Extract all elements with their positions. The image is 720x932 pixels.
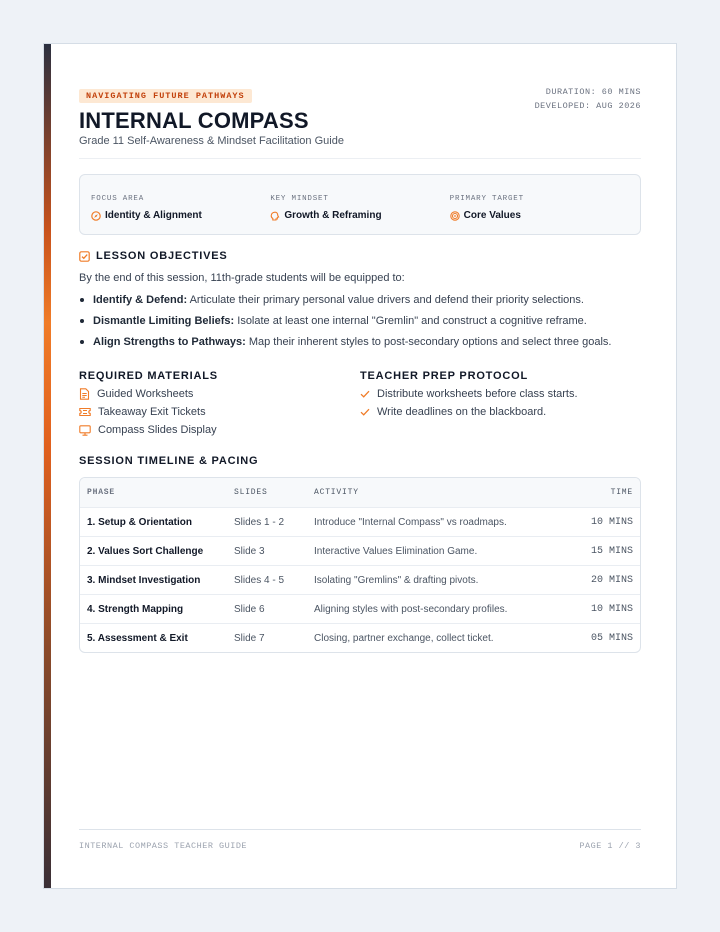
activity-cell: Closing, partner exchange, collect ticket. (314, 632, 494, 644)
focus-value (450, 210, 629, 221)
objectives-heading (79, 250, 641, 262)
phase-cell: 5. Assessment & Exit (87, 632, 188, 644)
focus-label: FOCUS AREA (91, 195, 145, 203)
compass-icon (91, 211, 101, 221)
objective-text: Map their inherent styles to post-secondary options and select three goals. (245, 336, 612, 348)
focus-label: KEY MINDSET (270, 195, 329, 203)
activity-cell: Introduce "Internal Compass" vs roadmaps. (314, 516, 507, 528)
timeline-table (79, 477, 641, 653)
page-title: INTERNAL COMPASS (79, 108, 309, 133)
prep-label: Distribute worksheets before class starts. (377, 388, 578, 400)
column-header: TIME (610, 488, 633, 497)
table-row (80, 565, 640, 594)
objective-text: Isolate at least one internal "Gremlin" and construct a cognitive reframe. (234, 315, 587, 327)
focus-value-text: Growth & Reframing (284, 210, 382, 221)
list-item (360, 403, 641, 421)
table-row (80, 507, 640, 536)
phase-cell: 4. Strength Mapping (87, 603, 184, 615)
page-header (79, 85, 641, 159)
header-meta (535, 85, 641, 113)
phase-cell: 2. Values Sort Challenge (87, 545, 204, 557)
focus-value-text: Identity & Alignment (105, 210, 202, 221)
list-item (79, 314, 641, 328)
page-footer (79, 829, 641, 851)
slides-cell: Slide 3 (234, 545, 265, 557)
document-page (43, 43, 677, 889)
column-header: SLIDES (234, 488, 268, 497)
activity-cell: Interactive Values Elimination Game. (314, 545, 478, 557)
slides-cell: Slides 4 - 5 (234, 574, 285, 586)
column-header: ACTIVITY (314, 488, 359, 497)
prep-heading: TEACHER PREP PROTOCOL (360, 370, 528, 382)
prep-label: Write deadlines on the blackboard. (377, 406, 547, 418)
time-cell: 10 MINS (590, 516, 633, 528)
document-icon (79, 388, 90, 400)
objectives-heading-text: LESSON OBJECTIVES (96, 250, 228, 262)
focus-item (270, 175, 449, 234)
slides-cell: Slide 7 (234, 632, 265, 644)
check-icon (360, 390, 370, 398)
time-cell: 10 MINS (590, 603, 633, 615)
check-icon (360, 408, 370, 416)
focus-value (91, 210, 270, 221)
focus-value-text: Core Values (463, 210, 521, 221)
table-row (80, 536, 640, 565)
focus-summary-box (79, 174, 641, 235)
focus-value (270, 210, 449, 221)
target-icon (450, 211, 460, 221)
materials-list (79, 385, 360, 439)
objective-lead: Align Strengths to Pathways: (93, 336, 246, 348)
focus-item (91, 175, 270, 234)
material-label: Guided Worksheets (97, 388, 194, 400)
page-edge-stripe (44, 44, 51, 888)
material-label: Takeaway Exit Tickets (98, 406, 206, 418)
table-header-row (80, 478, 640, 507)
category-badge: NAVIGATING FUTURE PATHWAYS (79, 89, 252, 103)
list-item (79, 293, 641, 307)
slides-cell: Slide 6 (234, 603, 265, 615)
activity-cell: Aligning styles with post-secondary profiles. (314, 603, 508, 615)
objectives-list (79, 293, 641, 349)
time-cell: 05 MINS (590, 632, 633, 644)
materials-heading: REQUIRED MATERIALS (79, 370, 218, 382)
materials-and-prep (79, 370, 641, 439)
slides-cell: Slides 1 - 2 (234, 516, 285, 528)
prep-list (360, 385, 641, 421)
teacher-prep-protocol (360, 370, 641, 439)
list-item (79, 385, 360, 403)
phase-cell: 1. Setup & Orientation (87, 516, 193, 528)
objective-lead: Identify & Defend: (93, 294, 188, 306)
page-number: PAGE 1 // 3 (579, 841, 641, 851)
checkbox-icon (79, 251, 90, 262)
monitor-icon (79, 425, 91, 436)
time-cell: 15 MINS (590, 545, 633, 557)
timeline-heading: SESSION TIMELINE & PACING (79, 455, 259, 467)
duration-text: DURATION: 60 MINS (545, 87, 641, 97)
objective-text: Articulate their primary personal value drivers and defend their priority selections. (187, 294, 584, 306)
brain-icon (270, 211, 280, 221)
phase-cell: 3. Mindset Investigation (87, 574, 201, 586)
footer-title: INTERNAL COMPASS TEACHER GUIDE (79, 841, 248, 851)
lesson-objectives-section (79, 250, 641, 356)
material-label: Compass Slides Display (98, 424, 217, 436)
required-materials (79, 370, 360, 439)
column-header: PHASE (87, 488, 116, 497)
table-row (80, 623, 640, 652)
list-item (360, 385, 641, 403)
time-cell: 20 MINS (590, 574, 633, 586)
objectives-intro: By the end of this session, 11th-grade students will be equipped to: (79, 272, 405, 284)
page-subtitle: Grade 11 Self-Awareness & Mindset Facilitation Guide (79, 135, 344, 147)
list-item (79, 335, 641, 349)
focus-label: PRIMARY TARGET (449, 195, 524, 203)
focus-item (450, 175, 629, 234)
activity-cell: Isolating "Gremlins" & drafting pivots. (314, 574, 479, 586)
table-row (80, 594, 640, 623)
developed-text: DEVELOPED: AUG 2026 (534, 101, 641, 111)
objective-lead: Dismantle Limiting Beliefs: (93, 315, 235, 327)
list-item (79, 403, 360, 421)
list-item (79, 421, 360, 439)
ticket-icon (79, 407, 91, 417)
